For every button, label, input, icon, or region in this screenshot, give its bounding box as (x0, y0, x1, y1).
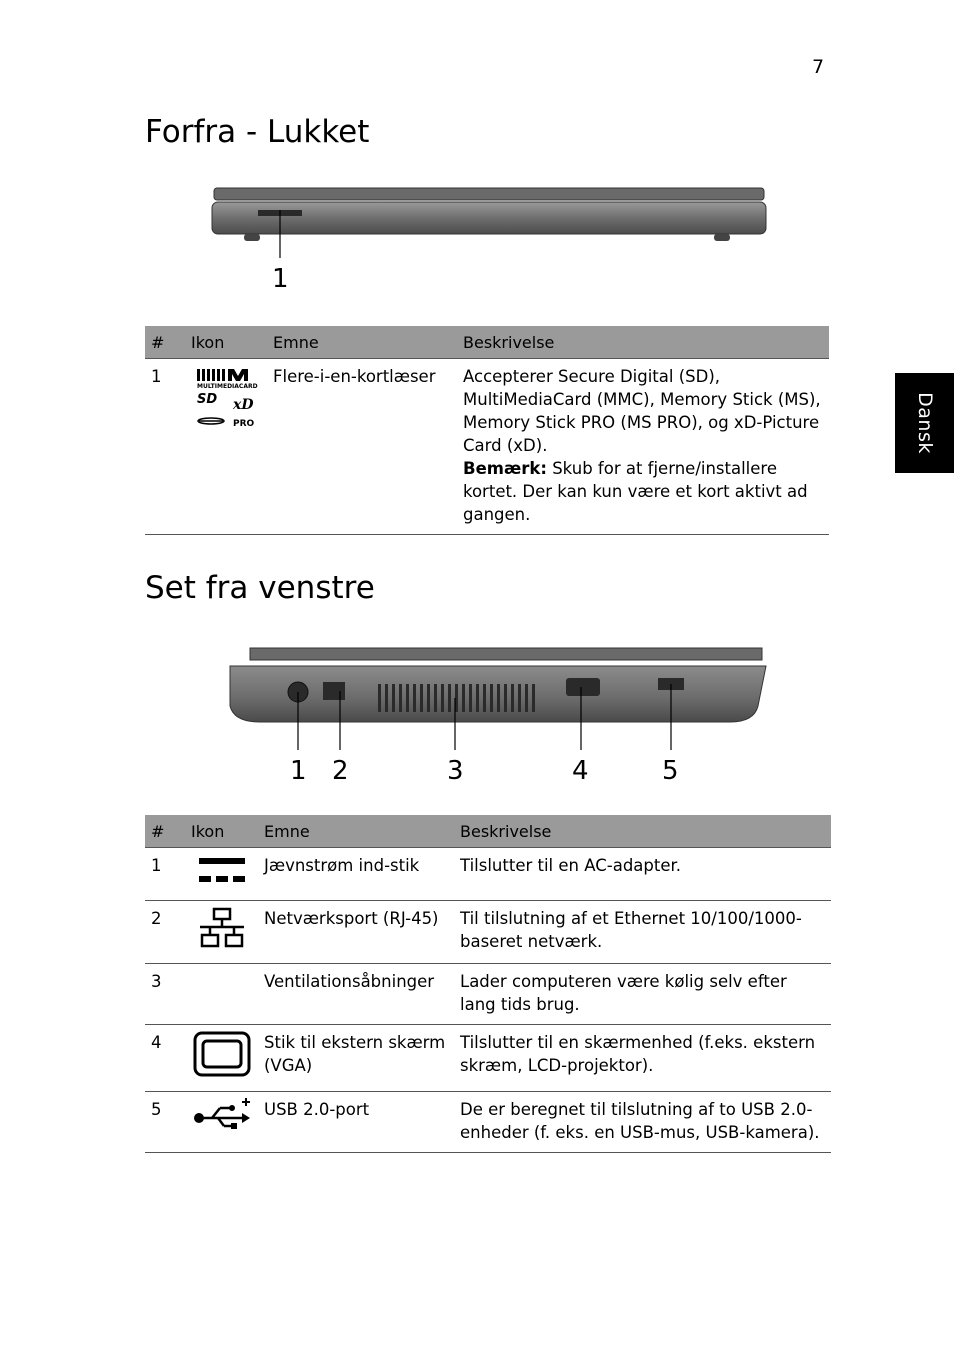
row-number: 1 (145, 848, 185, 901)
row-item: Stik til ekstern skærm (VGA) (258, 1025, 454, 1092)
front-table (145, 326, 829, 535)
row-number: 1 (145, 359, 185, 535)
network-icon (197, 907, 247, 949)
header-description: Beskrivelse (457, 326, 829, 359)
left-foot (244, 234, 260, 241)
callout-number-5: 5 (662, 756, 679, 786)
row-description: Tilslutter til en skærmenhed (f.eks. ekstern skræm, LCD-projektor). (454, 1025, 831, 1092)
vga-port (566, 678, 600, 696)
svg-text:MULTIMEDIACARD: MULTIMEDIACARD (197, 383, 258, 390)
row-description: De er beregnet til tilslutning af to USB 2.0-enheder (f. eks. en USB-mus, USB-kamera). (454, 1092, 831, 1153)
row-item: USB 2.0-port (258, 1092, 454, 1153)
vga-icon (193, 1031, 251, 1077)
note-text: Skub for at fjerne/installere kortet. Der kan kun være et kort aktivt ad gangen. (463, 459, 808, 524)
header-icon: Ikon (185, 815, 258, 848)
row-note (463, 457, 823, 526)
table-row (145, 359, 829, 535)
header-icon: Ikon (185, 326, 267, 359)
row-item: Flere-i-en-kortlæser (267, 359, 457, 535)
row-number: 4 (145, 1025, 185, 1092)
usb-icon (192, 1098, 252, 1132)
row-number: 3 (145, 964, 185, 1025)
callout-number-1: 1 (272, 264, 289, 294)
svg-text:PRO: PRO (233, 419, 255, 429)
table-row (145, 1025, 831, 1092)
callout-number-4: 4 (572, 756, 589, 786)
language-tab-label: Dansk (913, 392, 936, 454)
language-tab (895, 373, 954, 473)
table-row (145, 848, 831, 901)
callout-number-3: 3 (447, 756, 464, 786)
table-row (145, 964, 831, 1025)
header-description: Beskrivelse (454, 815, 831, 848)
right-foot (714, 234, 730, 241)
header-number: # (145, 815, 185, 848)
rj45-port (323, 682, 345, 700)
row-number: 2 (145, 901, 185, 964)
laptop-base (212, 202, 766, 234)
section-title-left: Set fra venstre (145, 570, 375, 606)
laptop-lid-side (250, 648, 762, 660)
left-side-illustration (210, 636, 790, 796)
page-number: 7 (812, 56, 825, 78)
table-header-row (145, 326, 829, 359)
header-item: Emne (267, 326, 457, 359)
header-item: Emne (258, 815, 454, 848)
dc-power-icon (197, 854, 247, 886)
card-reader-icon (193, 365, 259, 431)
section-title-front: Forfra - Lukket (145, 114, 370, 150)
left-table (145, 815, 831, 1153)
row-description: Lader computeren være kølig selv efter lang tids brug. (454, 964, 831, 1025)
svg-text:xD: xD (233, 397, 254, 413)
vent-slots (378, 684, 535, 712)
table-row (145, 901, 831, 964)
row-description: Til tilslutning af et Ethernet 10/100/1000-baseret netværk. (454, 901, 831, 964)
row-description: Accepterer Secure Digital (SD), MultiMediaCard (MMC), Memory Stick (MS), Memory Stick PRO (MS PRO), og xD-Picture Card (xD). (463, 367, 821, 455)
row-item: Ventilationsåbninger (258, 964, 454, 1025)
laptop-lid (214, 188, 764, 200)
front-closed-illustration (200, 180, 780, 300)
header-number: # (145, 326, 185, 359)
row-item: Netværksport (RJ-45) (258, 901, 454, 964)
row-number: 5 (145, 1092, 185, 1153)
row-item: Jævnstrøm ind-stik (258, 848, 454, 901)
note-label: Bemærk: (463, 459, 547, 478)
row-description: Tilslutter til en AC-adapter. (454, 848, 831, 901)
table-header-row (145, 815, 831, 848)
callout-number-2: 2 (332, 756, 349, 786)
svg-text:SD: SD (197, 392, 218, 407)
callout-number-1: 1 (290, 756, 307, 786)
table-row (145, 1092, 831, 1153)
